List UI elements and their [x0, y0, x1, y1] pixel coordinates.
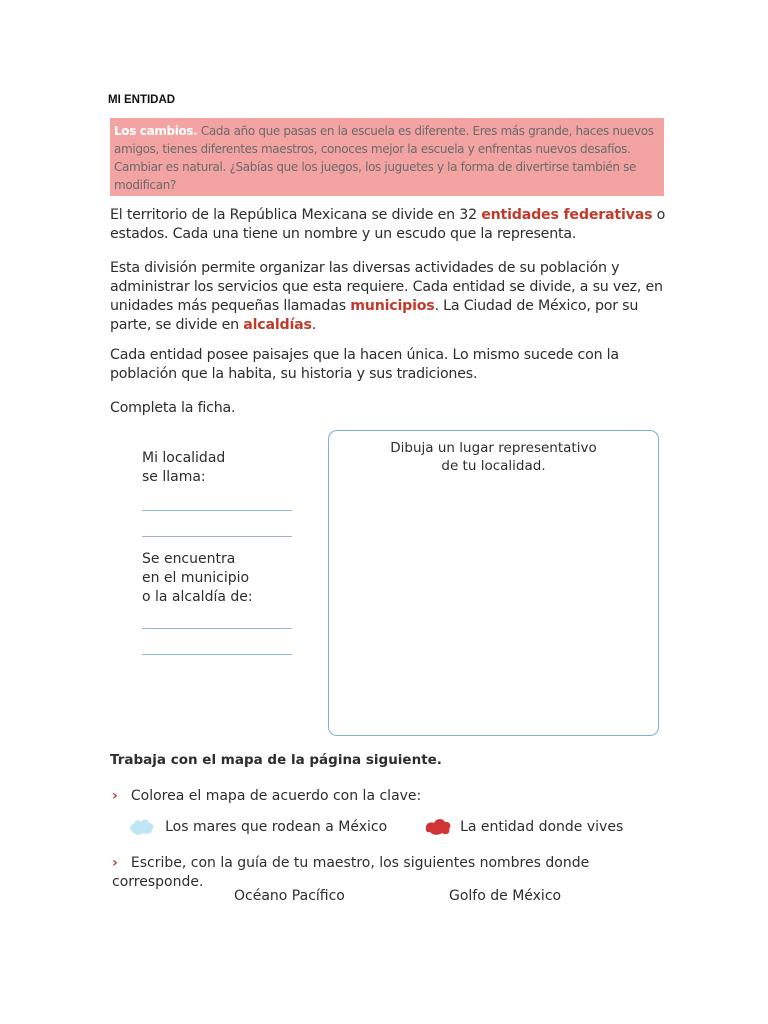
callout-text	[114, 122, 662, 194]
paragraph-landscapes: Cada entidad posee paisajes que la hacen única. Lo mismo sucede con la población que la habita, su historia y sus tradiciones.	[110, 347, 619, 382]
answer-line-municipio-2[interactable]	[142, 654, 292, 655]
chevron-right-icon: ›	[112, 788, 118, 804]
bullet-colorea	[112, 785, 672, 804]
key-item-seas	[128, 815, 387, 837]
callout-box	[110, 118, 664, 196]
paragraph-division	[110, 259, 666, 335]
term-entidades-federativas: entidades federativas	[481, 207, 653, 223]
name-golfo-de-mexico: Golfo de México	[449, 888, 562, 904]
cloud-swatch-icon	[128, 815, 156, 837]
bullet-text: Colorea el mapa de acuerdo con la clave:	[130, 788, 422, 804]
answer-line-localidad-2[interactable]	[142, 536, 292, 537]
paragraph-text: . La Ciudad de México, por su parte, se divide en	[110, 298, 639, 333]
bullet-text: Escribe, con la guía de tu maestro, los siguientes nombres donde corresponde.	[112, 855, 590, 890]
paragraph-text: .	[311, 317, 317, 333]
key-label-seas: Los mares que rodean a México	[165, 818, 388, 835]
map-heading: Trabaja con el mapa de la página siguiente.	[110, 752, 442, 768]
answer-line-localidad-1[interactable]	[142, 510, 292, 511]
key-item-entity	[423, 815, 623, 837]
key-label-entity: La entidad donde vives	[460, 818, 624, 835]
label-line: Se encuentra	[142, 551, 236, 567]
drawing-box-title: Dibuja un lugar representativo de tu localidad.	[390, 440, 597, 474]
term-municipios: municipios	[350, 298, 435, 314]
label-line: o la alcaldía de:	[142, 589, 253, 605]
label-localidad	[142, 449, 225, 487]
callout-body: Cada año que pasas en la escuela es diferente. Eres más grande, haces nuevos amigos, tienes diferentes maestros, conoces mejor la escuela y enfrentas nuevos desafíos. Cambiar es natural. ¿Sabías que los juegos, los juguetes y la forma de divertirse también se modifican?	[114, 124, 654, 192]
drawing-box[interactable]	[328, 430, 659, 736]
callout-keyword: Los cambios.	[114, 124, 198, 138]
answer-line-municipio-1[interactable]	[142, 628, 292, 629]
paragraph-text: El territorio de la República Mexicana se divide en 32	[110, 207, 482, 223]
name-oceano-pacifico: Océano Pacífico	[234, 888, 345, 904]
label-line: en el municipio	[142, 570, 250, 586]
label-line: se llama:	[142, 469, 206, 485]
paragraph-text: o estados. Cada una tiene un nombre y un escudo que la representa.	[110, 207, 666, 242]
chevron-right-icon: ›	[112, 855, 118, 871]
paragraph-text: Esta división permite organizar las diversas actividades de su población y administrar los servicios que esta requiere. Cada entidad se divide, a su vez, en unidades más pequeñas llamadas	[110, 260, 663, 314]
label-municipio	[142, 550, 253, 607]
page-title: MI ENTIDAD	[108, 94, 176, 106]
paragraph-territory	[110, 206, 666, 244]
blob-swatch-icon	[423, 815, 453, 837]
term-alcaldias: alcaldías	[243, 317, 312, 333]
instruction-completa-ficha: Completa la ficha.	[110, 400, 236, 416]
bullet-escribe	[112, 852, 682, 890]
label-line: Mi localidad	[142, 450, 226, 466]
